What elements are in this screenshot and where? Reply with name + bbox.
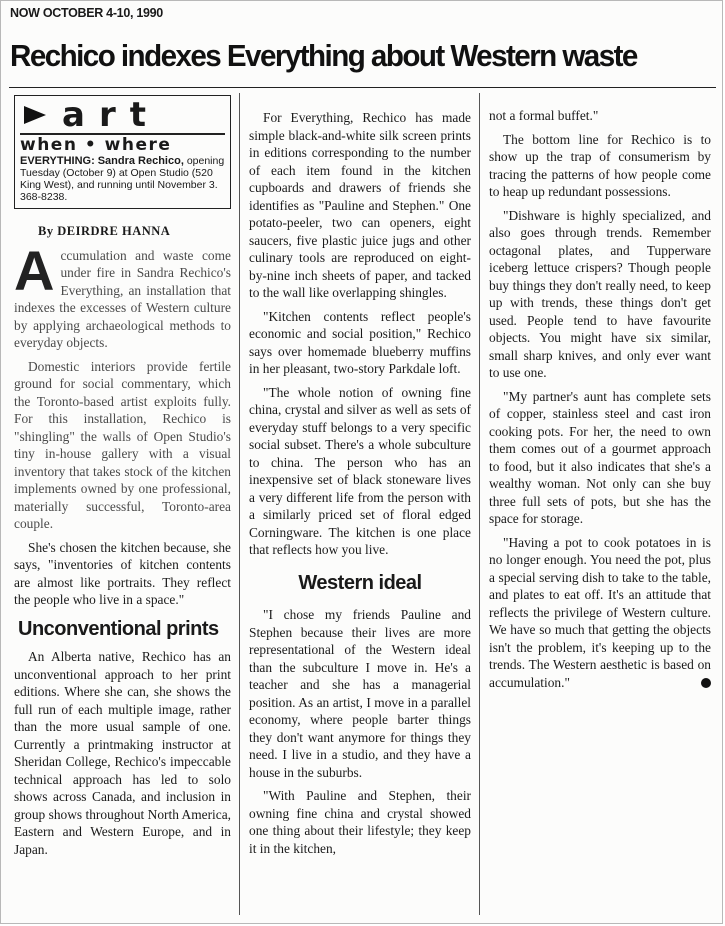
masthead-date: NOW OCTOBER 4-10, 1990 bbox=[10, 6, 163, 20]
arrow-right-icon bbox=[24, 106, 46, 124]
art-section-label: art bbox=[62, 95, 160, 135]
paragraph: "Dishware is highly specialized, and also goes through trends. Remember octagonal plates, and Tupperware iceberg lettuce crispers? Though people buy things they don't really need, to keep up with trends, these things don't get used. People tend to have favourite objects. You might have six similar, small sharp knives, and only ever want to use one. bbox=[489, 207, 711, 380]
event-details bbox=[20, 155, 225, 203]
event-info: opening Tuesday (October 9) at Open Studio (520 King West), and running until November 3. 368-8238. bbox=[20, 155, 225, 203]
paragraph: "With Pauline and Stephen, their owning fine china and crystal showed one thing about their lifestyle; they keep it in the kitchen, bbox=[249, 788, 471, 856]
paragraph: "I chose my friends Pauline and Stephen because their lives are more representational of the Western ideal than the subculture I move in. He's a teacher and she has a managerial position. As an artist, I move in a parallel economy, where people barter things they don't want anymore for things they need. I live in a studio, and they have a house in the suburbs. bbox=[249, 607, 471, 780]
paragraph: "The whole notion of owning fine china, crystal and silver as well as sets of everyday stuff belongs to a very specific social subset. There's a whole subculture to china. The person who has an inexpensive set of black stoneware lives a very different life from the person with a similarly priced set of floral edged Corningware. The kitchen is one place that reflects how you live. bbox=[249, 384, 471, 557]
headline: Rechico indexes Everything about Western waste bbox=[10, 39, 637, 73]
artist-name: Sandra Rechico, bbox=[97, 155, 184, 167]
when-where-label: when • where bbox=[20, 133, 225, 154]
column-3 bbox=[489, 107, 711, 697]
column-1 bbox=[14, 91, 231, 864]
paragraph: not a formal buffet." bbox=[489, 108, 599, 123]
column-2 bbox=[249, 109, 471, 863]
paragraph: "My partner's aunt has complete sets of copper, stainless steel and cast iron cooking pots. For her, the need to own them comes out of a gourmet approach to food, but it also indicates that she's a wealthy woman. Not only can she buy three full sets of pots, but she has the space for storage. bbox=[489, 388, 711, 526]
paragraph-text: ccumulation and waste come under fire in Sandra Rechico's Everything, an installation that indexes the excesses of Western culture by applying archaeological methods to everyday objects. bbox=[14, 247, 231, 350]
paragraph bbox=[14, 238, 231, 352]
paragraph: "Kitchen contents reflect people's economic and social position," Rechico says over homemade blueberry muffins in her pleasant, two-story Parkdale loft. bbox=[249, 308, 471, 376]
paragraph: Domestic interiors provide fertile ground for social commentary, which the Toronto-based artist exploits fully. For this installation, Rechico is "shingling" the walls of Open Studio's tiny in-house gallery with a visual inventory that takes stock of the kitchen implements owned by one professional, materially successful, Toronto-area couple. bbox=[14, 358, 231, 531]
paragraph: The bottom line for Rechico is to show up the trap of consumerism by tracing the patterns of how people come to heap up redundant possessions. bbox=[489, 131, 711, 199]
paragraph: An Alberta native, Rechico has an unconventional approach to her print editions. Where she can, she shows the full run of each multiple image, rather than the more usual sample of one. Currently a printmaking instructor at Sheridan College, Rechico's impeccable technical approach has led to solo shows across Canada, and inclusion in group shows throughout North America, Eastern and Western Europe, and in Japan. bbox=[14, 649, 231, 857]
paragraph: For Everything, Rechico has made simple black-and-white silk screen prints in editions corresponding to the number of each item found in the kitchen cupboards and drawers of friends she identifies as "Pauline and Stephen." One potato-peeler, two can openers, eight saucers, five plastic juice jugs and other culinary tools are reproduced on eight-by-nine inch sheets of paper, and tacked to the wall like overlapping shingles. bbox=[249, 110, 471, 300]
subheading: Western ideal bbox=[298, 571, 422, 594]
headline-rule bbox=[9, 87, 716, 88]
art-banner bbox=[20, 95, 225, 135]
end-mark-icon bbox=[701, 678, 711, 688]
art-info-box bbox=[14, 95, 231, 209]
paragraph: She's chosen the kitchen because, she says, "inventories of kitchen contents are almost like portraits. They reflect the people who live in a space." bbox=[14, 539, 231, 607]
paragraph-text: "Having a pot to cook potatoes in is no longer enough. You need the pot, plus a special serving dish to take to the table, and plates to eat off. It's an attitude that reflects the privilege of Western culture. We have so much that getting the objects isn't the problem, it's keeping up to the trends. The Western aesthetic is based on accumulation." bbox=[489, 534, 711, 690]
event-title: EVERYTHING: bbox=[20, 155, 95, 167]
column-divider bbox=[479, 93, 480, 915]
column-divider bbox=[239, 93, 240, 915]
drop-cap: A bbox=[14, 238, 55, 302]
subheading: Unconventional prints bbox=[18, 617, 219, 640]
byline: By DEIRDRE HANNA bbox=[38, 224, 171, 238]
paragraph bbox=[489, 534, 711, 692]
